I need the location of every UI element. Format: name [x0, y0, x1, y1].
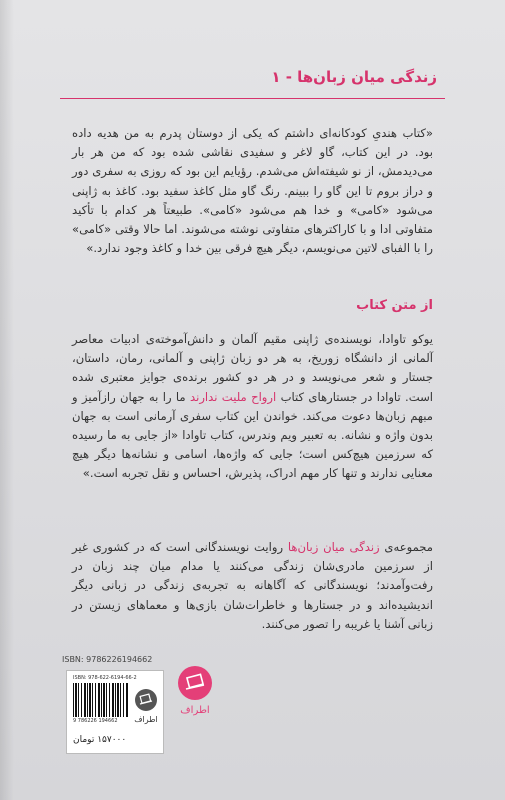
spine-shadow — [0, 0, 14, 800]
publisher-name: اطراف — [180, 705, 210, 716]
barcode-sticker — [66, 670, 164, 754]
excerpt-source-heading: از متن کتاب — [356, 298, 433, 313]
publisher-name-small: اطراف — [131, 715, 161, 731]
book-excerpt: «کتاب هندیِ کودکانه‌ای داشتم که یکی از دوستان پدرم به من هدیه داده بود. در این کتاب، گاو لاغر و سفیدی نقاشی شده بود که من هر بار می‌دیدمش، از نو شیفته‌اش می‌شدم. رؤیایم این بود که روزی به سفری دور و دراز بروم تا این گاو را ببینم. رنگ گاو مثل کاغذ سفید بود. کاغذ به ژاپنی می‌شود «کامی» و خدا هم می‌شود «کامی». طبیعتاً هر کدام با تأکید متفاوتی ادا و با کاراکترهای متفاوتی نوشته می‌شوند. اما حالا وقتی «کامی» را با الفبای لاتین می‌نویسم، دیگر هیچ فرقی بین خدا و کاغذ وجود ندارد.» — [72, 126, 433, 256]
series-description-text-2: روایت نویسندگانی است که در کشوری غیر از سرزمین مادری‌شان زندگی می‌کنند یا مدام میان چند زبان در رفت‌وآمدند؛ نویسندگانی که آگاهانه به تجربه‌ی زندگی در زبانی دیگر اندیشیده‌اند و در جستارها و خاطرات‌شان بازی‌ها و معماهای زیستن در زبانی آشنا یا غریبه را تصور می‌کنند. — [72, 540, 433, 631]
series-description — [72, 538, 433, 634]
author-description — [72, 330, 433, 484]
price-label: ۱۵۷۰۰۰ تومان — [73, 735, 127, 745]
laptop-in-circle-icon — [178, 666, 212, 700]
isbn-small-label: ISBN: 978-622-6194-66-2 — [73, 675, 137, 681]
series-name-highlight: زندگی میان زبان‌ها — [287, 540, 380, 554]
barcode — [73, 683, 129, 717]
laptop-in-circle-icon — [135, 689, 157, 711]
series-description-text-1: مجموعه‌ی — [384, 540, 434, 554]
isbn-label: ISBN: 9786226194662 — [62, 655, 153, 664]
title-divider — [60, 98, 445, 99]
series-title: زندگی میان زبان‌ها - ۱ — [271, 68, 437, 86]
author-description-text-2: ما را به جهان رازآمیز و مبهم زبان‌ها دعوت می‌کند. خواندن این کتاب سفری آرمانی است به جهان بدون واژه و نشانه. به تعبیر ویم وندرس، کتاب تاوادا «از جایی به ما رسیده که سرزمین هیچ‌کس است؛ جایی که واژه‌ها، اسامی و نشانه‌ها دیگر هیچ معنایی ندارند و تنها کار مهم ادراک، پذیرش، احساس و نقل تجربه است.» — [72, 389, 433, 481]
barcode-number: 9 786226 194662 — [73, 718, 118, 724]
book-title-highlight: ارواح ملیت ندارند — [190, 389, 277, 404]
author-description-text-1: یوکو تاوادا، نویسنده‌ی ژاپنی مقیم آلمان و دانش‌آموخته‌ی ادبیات معاصر آلمانی از دانشگاه زوریخ، به هر دو زبان ژاپنی و آلمانی، رمان، داستان، جستار و شعر می‌نویسد و در هر دو کشور برنده‌ی جوایز معتبری شده است. تاوادا در جستارهای کتاب — [72, 332, 434, 404]
